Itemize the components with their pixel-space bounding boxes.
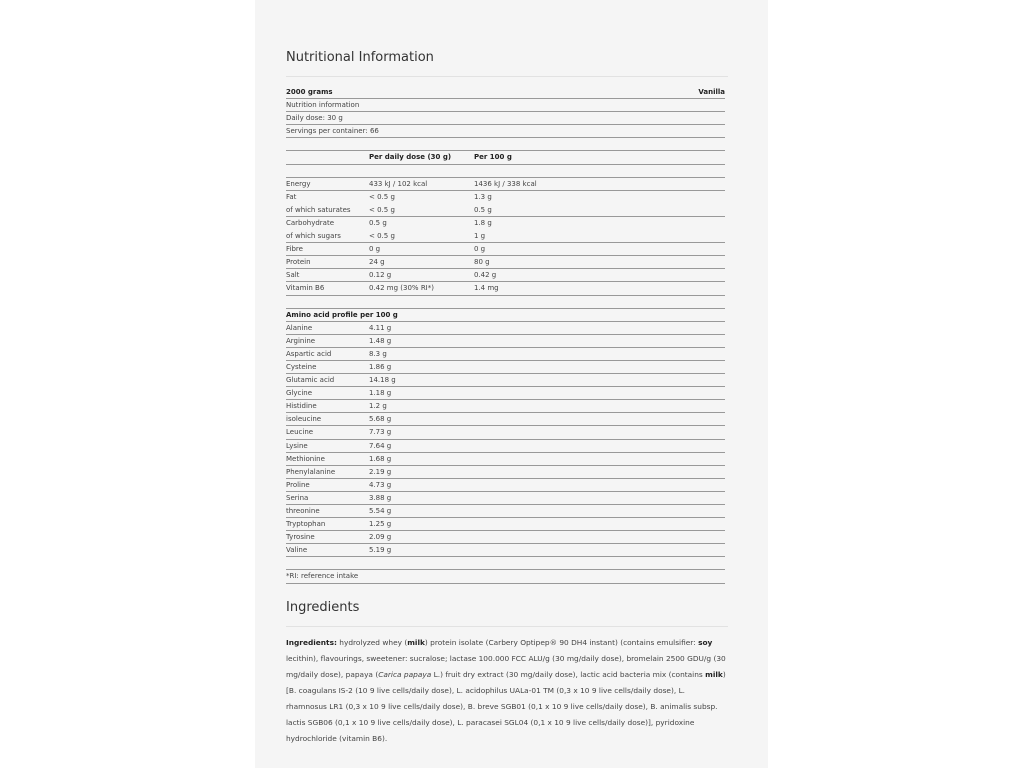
info-row [286,112,725,125]
amino-value: 1.48 g [369,336,392,345]
nutrient-row [286,178,725,191]
amino-row [286,387,725,400]
nutrient-per100: 80 g [474,258,490,267]
amino-name: Histidine [286,402,317,411]
amino-title: Amino acid profile per 100 g [286,310,398,319]
nutrient-per100: 0.5 g [474,205,492,214]
amino-row [286,518,725,531]
size-row [286,86,725,99]
size-label: 2000 grams [286,88,333,96]
amino-row [286,348,725,361]
nutrient-dose: < 0.5 g [369,205,395,214]
ingredient-text: lecithin), flavourings, sweetener: sucralose; lactase 100.000 FCC ALU/g (30 mg/daily dose), bromelain 2500 GDU/g (30 mg/daily dose), papaya ( [286,654,726,679]
amino-name: Glutamic acid [286,376,335,385]
blank-row [286,296,725,309]
amino-name: threonine [286,507,320,515]
amino-value: 3.88 g [369,493,392,502]
nutrient-name: Fibre [286,245,303,254]
nutrient-row [286,230,725,243]
ingredient-bold: milk [705,670,723,679]
nutrient-dose: 0.42 mg (30% RI*) [369,284,434,293]
footnote-row [286,570,725,583]
amino-value: 1.25 g [369,520,392,529]
amino-row [286,466,725,479]
amino-row [286,335,725,348]
amino-name: Cysteine [286,362,317,371]
amino-name: Proline [286,480,310,489]
amino-row [286,453,725,466]
divider [286,626,728,627]
footnote: *RI: reference intake [286,572,359,581]
nutrient-dose: 24 g [369,258,385,267]
amino-name: Lysine [286,441,308,450]
amino-name: Aspartic acid [286,349,332,358]
amino-value: 5.54 g [369,507,392,515]
nutrient-row [286,204,725,217]
ingredients-heading: Ingredients [286,600,360,615]
ingredient-text: Carica papaya [378,670,432,679]
nutrient-per100: 0 g [474,245,486,254]
nutrient-name: of which saturates [286,205,351,214]
amino-row [286,505,725,518]
nutrient-row [286,191,725,204]
amino-value: 5.19 g [369,546,392,555]
amino-name: Arginine [286,336,316,345]
amino-row [286,400,725,413]
amino-name: Phenylalanine [286,467,336,476]
amino-header-row [286,309,725,322]
amino-row [286,426,725,439]
ingredient-text: ) [B. coagulans IS-2 (10 9 live cells/daily dose), L. acidophilus UALa-01 TM (0,3 x 10 9 live cells/daily dose), L. rhamnosus LR1 (0,3 x 10 9 live cells/daily dose), B. breve SGB01 (0,1 x 10 9 live cells/daily dose), B. animalis subsp. lactis SGB06 (0,1 x 10 9 live cells/daily dose), L. paracasei SGL04 (0,1 x 10 9 live cells/daily dose)], pyridoxine hydrochloride (vitamin B6). [286,670,726,743]
amino-row [286,544,725,557]
nutrient-name: Salt [286,271,300,280]
nutrition-heading: Nutritional Information [286,50,434,65]
nutrient-name: of which sugars [286,232,341,241]
amino-value: 1.86 g [369,362,392,371]
amino-value: 7.73 g [369,428,392,437]
nutrient-per100: 1.4 mg [474,284,499,293]
amino-value: 14.18 g [369,376,396,385]
amino-name: Methionine [286,454,325,463]
ingredient-text: ) protein isolate (Carbery Optipep® 90 DH4 instant) (contains emulsifier: [424,638,699,647]
amino-row [286,531,725,544]
amino-name: Serina [286,493,309,502]
amino-row [286,413,725,426]
nutrient-name: Fat [286,192,297,201]
ingredients-text [286,635,728,747]
amino-name: Alanine [286,323,313,332]
column-header: Per daily dose (30 g) [369,153,452,162]
nutrient-dose: < 0.5 g [369,192,395,201]
nutrient-per100: 0.42 g [474,271,497,280]
info-text: Nutrition information [286,101,360,110]
ingredient-bold: soy [698,638,713,647]
ingredient-bold: Ingredients: [286,638,337,647]
amino-row [286,479,725,492]
info-text: Daily dose: 30 g [286,114,343,123]
ingredient-text: hydrolyzed whey ( [336,638,408,647]
ingredient-bold: milk [407,638,425,647]
amino-value: 1.68 g [369,454,392,463]
column-header-row [286,151,725,164]
nutrient-dose: 433 kJ / 102 kcal [369,179,428,188]
nutrition-table [286,86,725,584]
info-row [286,125,725,138]
nutrient-per100: 1436 kJ / 338 kcal [474,179,537,188]
nutrient-dose: 0.5 g [369,218,387,227]
amino-value: 2.09 g [369,533,392,542]
amino-name: Leucine [286,428,314,437]
amino-value: 4.11 g [369,323,392,332]
amino-value: 1.2 g [369,402,387,411]
nutrient-row [286,243,725,256]
nutrient-per100: 1.3 g [474,192,492,201]
column-header: Per 100 g [474,153,512,162]
amino-name: Valine [286,546,308,555]
amino-value: 2.19 g [369,467,392,476]
blank-row [286,557,725,570]
nutrient-dose: 0.12 g [369,271,392,280]
amino-row [286,361,725,374]
nutrient-per100: 1 g [474,232,486,241]
amino-value: 4.73 g [369,480,392,489]
amino-name: Tryptophan [286,520,326,529]
nutrient-dose: 0 g [369,245,381,254]
amino-value: 1.18 g [369,389,392,398]
divider [286,76,728,77]
nutrient-name: Carbohydrate [286,218,335,227]
ingredient-text: L.) fruit dry extract (30 mg/daily dose), lactic acid bacteria mix (contains [431,670,706,679]
amino-name: Glycine [286,389,313,398]
nutrient-name: Vitamin B6 [286,284,325,293]
nutrient-dose: < 0.5 g [369,232,395,241]
nutrient-row [286,256,725,269]
amino-name: Tyrosine [286,533,315,542]
info-row [286,99,725,112]
amino-row [286,440,725,453]
nutrient-row [286,217,725,230]
amino-value: 8.3 g [369,349,387,358]
nutrient-name: Protein [286,258,311,267]
blank-row [286,165,725,178]
amino-row [286,492,725,505]
nutrient-row [286,282,725,295]
nutrient-row [286,269,725,282]
amino-value: 7.64 g [369,441,392,450]
amino-name: isoleucine [286,415,322,424]
amino-row [286,374,725,387]
flavour-label: Vanilla [698,88,725,96]
amino-value: 5.68 g [369,415,392,424]
nutrient-name: Energy [286,179,311,188]
nutrient-per100: 1.8 g [474,218,492,227]
amino-row [286,322,725,335]
info-text: Servings per container: 66 [286,127,379,136]
blank-row [286,138,725,151]
